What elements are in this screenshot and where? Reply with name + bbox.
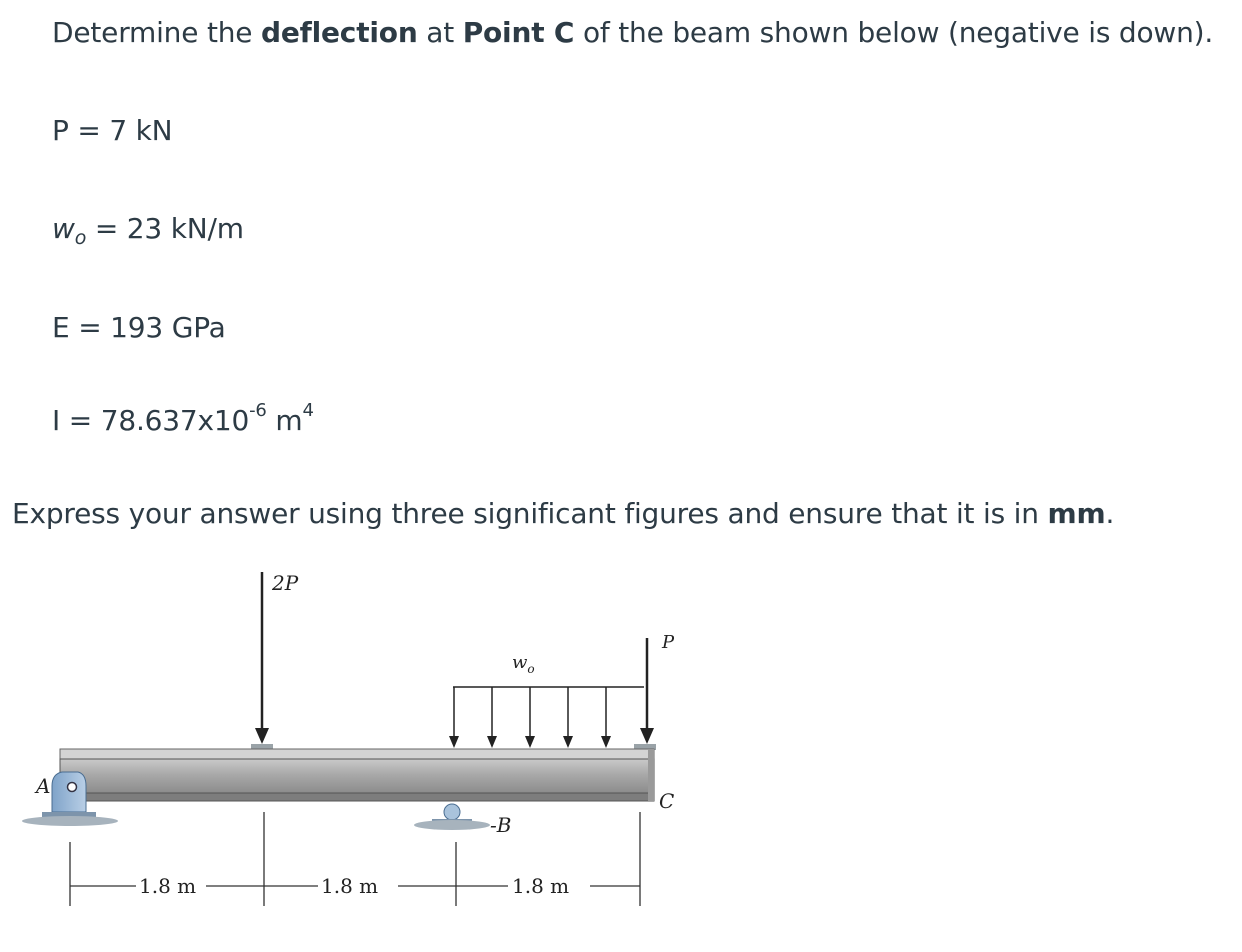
load-w-sub: o (527, 662, 535, 676)
load-w-label (512, 652, 535, 676)
load-2p-arrow (251, 572, 273, 750)
given-e: E = 193 GPa (52, 311, 226, 344)
instruction-unit: mm (1047, 497, 1106, 530)
dimension-2-label: 1.8 m (321, 874, 379, 898)
given-i-unit-exp: 4 (302, 400, 314, 421)
question-post: of the beam shown below (negative is down). (574, 16, 1214, 49)
dimension-1-label: 1.8 m (139, 874, 197, 898)
instruction-pre: Express your answer using three significant figures and ensure that it is in (12, 497, 1048, 530)
question-text (52, 16, 1213, 49)
beam (60, 749, 654, 801)
load-p-arrow (634, 638, 656, 750)
point-c-label: C (659, 789, 675, 813)
question-pre: Determine the (52, 16, 261, 49)
given-i-base: I = 78.637x10 (52, 404, 250, 437)
dimension-3-label: 1.8 m (512, 874, 570, 898)
given-w-symbol: w (52, 212, 75, 245)
load-p-label: P (662, 632, 675, 653)
given-i (52, 400, 314, 437)
load-2p-label: 2P (272, 571, 299, 595)
question-mid: at (417, 16, 463, 49)
given-w-sub: o (74, 227, 87, 249)
question-term-deflection: deflection (261, 16, 418, 49)
given-i-unit: m (266, 404, 303, 437)
given-w-value: = 23 kN/m (86, 212, 244, 245)
given-i-exp: -6 (249, 400, 267, 421)
point-a-label: A (36, 774, 51, 798)
given-w (52, 212, 244, 249)
load-w-symbol: w (512, 652, 528, 673)
point-b-label: -B (490, 813, 512, 837)
roller-support-b (414, 804, 490, 830)
question-term-point-c: Point C (462, 16, 575, 49)
given-p: P = 7 kN (52, 114, 173, 147)
distributed-load (449, 687, 644, 748)
point-b-text: B (496, 813, 512, 837)
instruction-text (12, 497, 1114, 530)
beam-figure (0, 560, 720, 930)
instruction-post: . (1105, 497, 1115, 530)
